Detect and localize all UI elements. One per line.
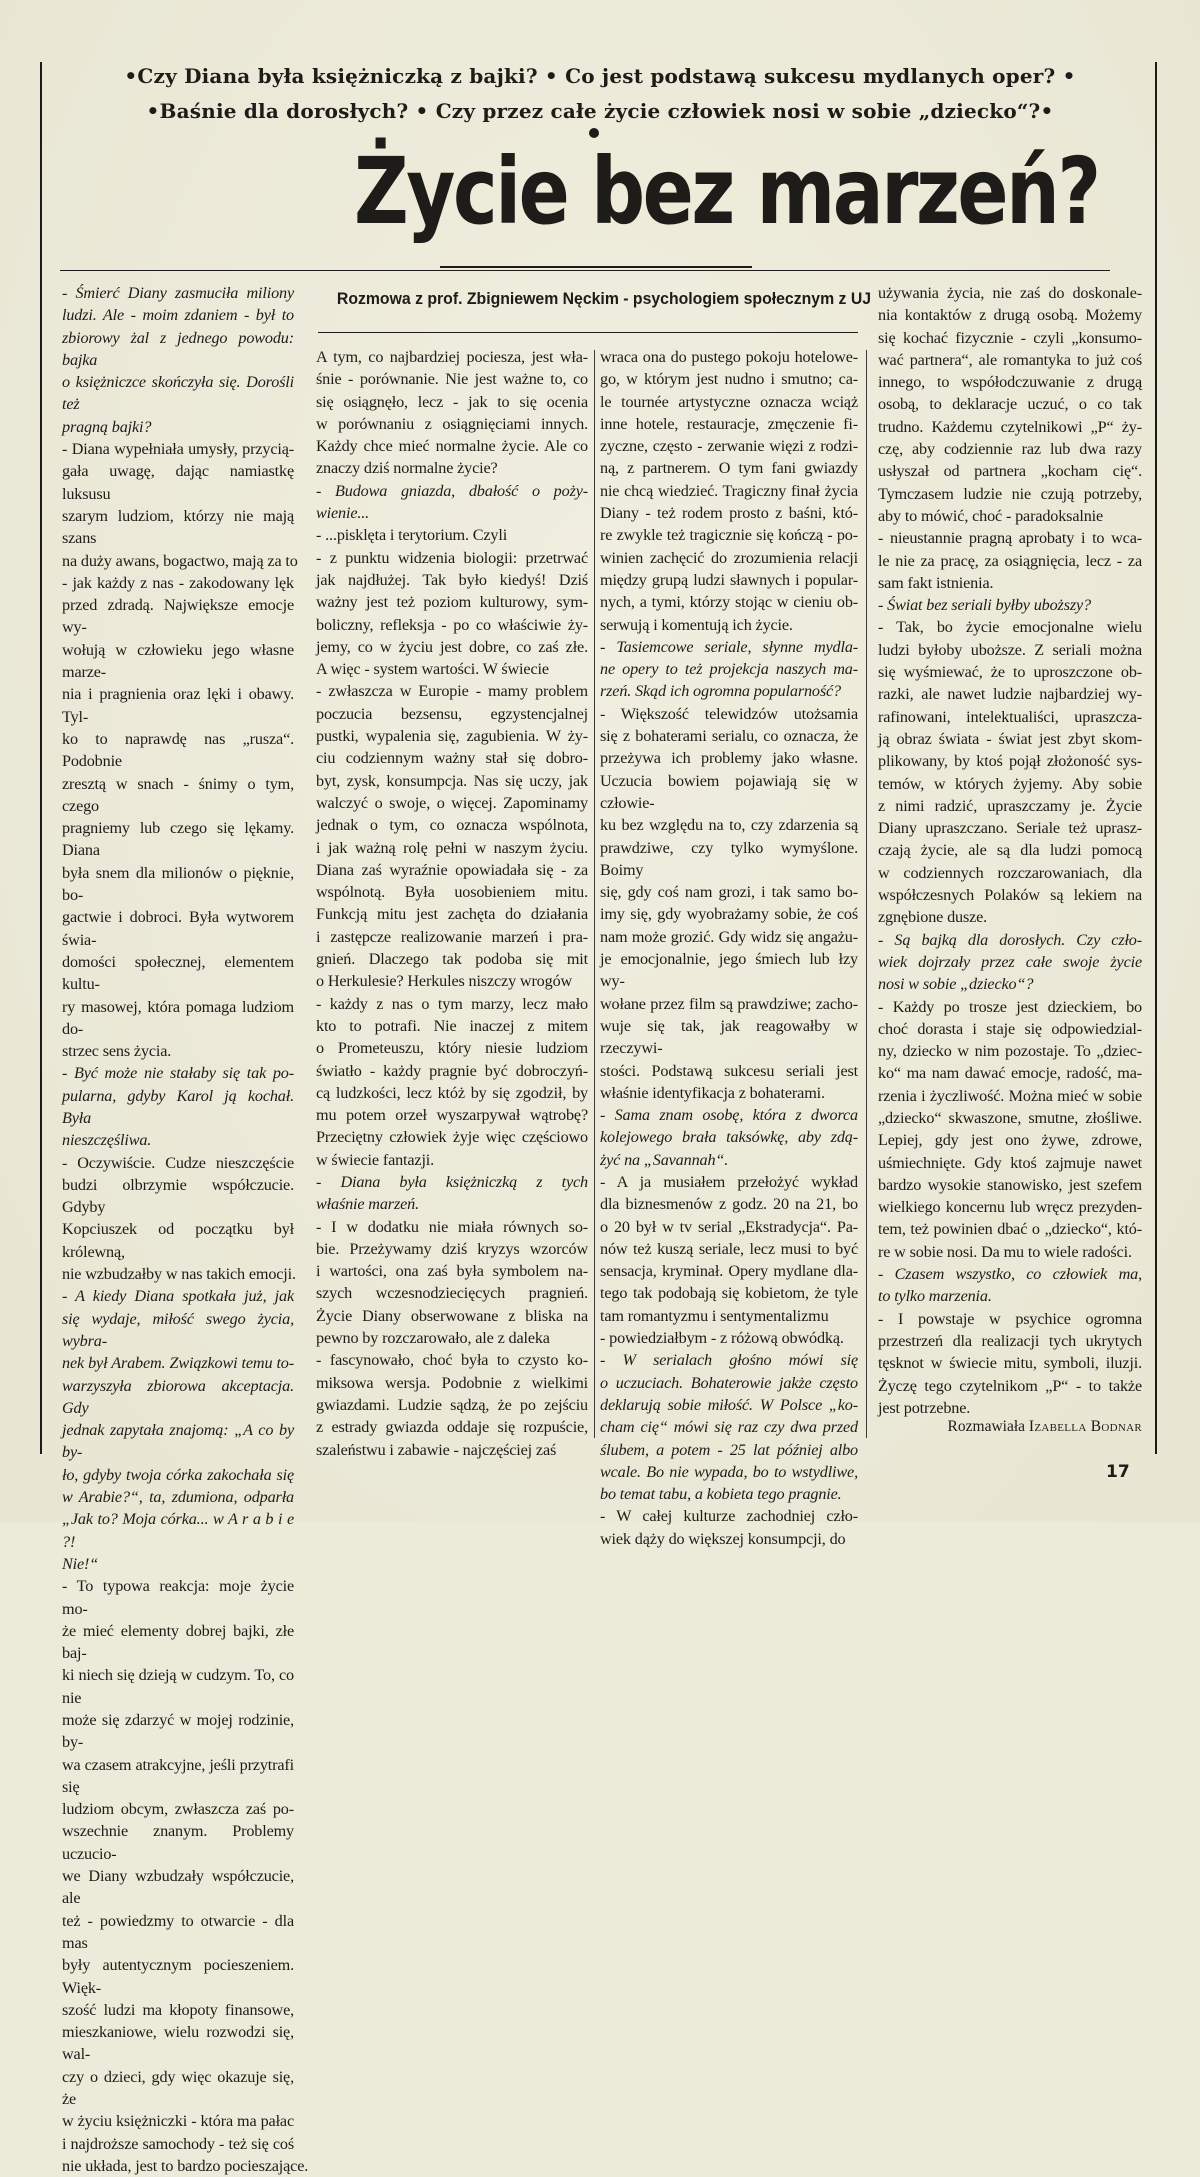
- text-line: szość ludzi ma kłopoty finansowe,: [62, 2000, 294, 2019]
- text-line: przed zdradą. Największe emocje wy-: [62, 596, 294, 637]
- text-line: w porównaniu z osiągnięciami innych.: [316, 414, 588, 433]
- text-line: kto to potrafi. Nie inaczej z mitem: [316, 1016, 588, 1035]
- text-line: nosi w sobie „dziecko“?: [878, 975, 1034, 994]
- text-line: le nie za pracę, za osiągnięcia, lecz - za: [878, 551, 1142, 570]
- text-line: o księżniczce skończyła się. Dorośli też: [62, 373, 294, 414]
- text-line: ludzi byłoby uboższe. Z seriali można: [878, 640, 1142, 659]
- text-line: używania życia, nie zaś do doskonale-: [878, 284, 1142, 302]
- text-line: we Diany wzbudzały współczucie, ale: [62, 1867, 294, 1908]
- text-line: wołują w człowieku jego własne marze-: [62, 640, 294, 682]
- text-line: nie chcą wiedzieć. Tragiczny finał życia: [600, 481, 858, 500]
- text-line: tam romantyzmu i sentymentalizmu: [600, 1306, 829, 1325]
- text-line: wienie...: [316, 504, 370, 523]
- text-line: ważny jest też poziom kulturowy, sym-: [316, 593, 588, 612]
- text-line: też - powiedzmy to otwarcie - dla mas: [62, 1911, 294, 1952]
- text-line: żyć na „Savannah“.: [600, 1150, 729, 1169]
- text-line: strzec sens życia.: [62, 1042, 172, 1061]
- text-line: - Większość telewidzów utożsamia: [600, 704, 858, 723]
- text-line: rafinowani, intelektualiści, upraszcza-: [878, 707, 1142, 726]
- text-line: temów, w których żyjemy. Aby sobie: [878, 774, 1142, 793]
- text-line: nych, a tymi, którzy stojąc w cieniu ob-: [600, 593, 858, 612]
- text-line: Życie Diany obserwowane z bliska na: [316, 1306, 588, 1325]
- text-line: wiek dąży do większej konsumpcji, do: [600, 1529, 846, 1548]
- text-line: rzenia i życzliwość. Można mieć w sobie: [878, 1086, 1142, 1105]
- text-line: czają życie, ale są dla ludzi pomocą: [878, 841, 1142, 860]
- text-line: gnień. Dlaczego tak podoba się mit: [316, 950, 588, 969]
- text-line: na duży awans, bogactwo, mają za to: [62, 551, 298, 570]
- text-line: winien zachęcić do zrozumienia relacji: [600, 548, 858, 567]
- text-line: w codziennych rozczarowaniach, dla: [878, 863, 1142, 882]
- text-line: w Arabie?“, ta, zdumiona, odparła: [62, 1488, 294, 1507]
- article-column-2: [316, 346, 588, 1461]
- text-line: ku bez względu na to, czy zdarzenia są: [600, 816, 858, 835]
- text-line: i jak ważną rolę pełni w naszym życiu.: [316, 838, 588, 857]
- text-line: wraca ona do pustego pokoju hotelowe-: [600, 348, 858, 366]
- text-line: wcale. Bo nie wypada, bo to wstydliwe,: [600, 1462, 858, 1481]
- text-line: czy o dzieci, gdy więc okazuje się, że: [62, 2067, 294, 2109]
- text-line: Funkcją mitu jest zachęta do działania: [316, 905, 588, 924]
- text-line: wuje się tak, jak reagowałby w rzeczywi-: [600, 1016, 858, 1058]
- article-column-1: [62, 282, 309, 2177]
- text-line: się wyśmiewać, że to uproszczone ob-: [878, 663, 1142, 682]
- text-line: - ...pisklęta i terytorium. Czyli: [316, 526, 508, 545]
- text-line: budzi olbrzymie współczucie. Gdyby: [62, 1175, 294, 1217]
- text-line: jednak zapytała znajomą: „A co by by-: [62, 1421, 294, 1462]
- text-line: Przeciętny człowiek żyje więc częściowo: [316, 1128, 588, 1147]
- text-line: - każdy z nas o tym marzy, lecz mało: [316, 994, 588, 1013]
- byline-prefix: Rozmawiała: [947, 1418, 1026, 1435]
- text-line: poczucia bezsensu, egzystencjalnej: [316, 704, 588, 723]
- text-line: z nimi radzić, upraszczamy je. Życie: [878, 796, 1142, 815]
- text-line: szych wczesnodziecięcych pragnień.: [316, 1284, 588, 1303]
- text-line: A tym, co najbardziej pociesza, jest wła-: [316, 348, 588, 366]
- text-line: jak najdłużej. Tak było kiedyś! Dziś: [316, 570, 588, 589]
- text-line: się osiągnęło, lecz - jak to się ocenia: [316, 392, 588, 411]
- text-line: ko“ ma nam dawać emocje, radość, ma-: [878, 1064, 1142, 1083]
- text-line: - W serialach głośno mówi się: [600, 1351, 858, 1370]
- text-line: imy się, gdy wyobrażamy sobie, że coś: [600, 905, 858, 924]
- text-line: gactwie i dobroci. Była wytworem świa-: [62, 908, 294, 949]
- text-line: o Herkulesie? Herkules niszczy wrogów: [316, 972, 573, 991]
- text-line: bardzo wysokie stanowisko, jest szefem: [878, 1175, 1142, 1194]
- text-line: cham cię“ mówi się raz czy dwa przed: [600, 1418, 858, 1437]
- text-line: - Być może nie stałaby się tak po-: [62, 1064, 294, 1083]
- text-line: wielkiego koncernu lub wręcz prezyden-: [878, 1198, 1142, 1217]
- text-line: trudno. Każdemu czytelnikowi „P“ ży-: [878, 417, 1142, 436]
- text-line: A więc - system wartości. W świecie: [316, 660, 549, 679]
- text-line: wa czasem atrakcyjne, jeśli przytrafi się: [62, 1755, 294, 1796]
- text-line: - zwłaszcza w Europie - mamy problem: [316, 682, 588, 701]
- text-line: wołane przez film są prawdziwe; zacho-: [600, 994, 858, 1013]
- text-line: zyczne, często - zerwanie więzi z rodzi-: [600, 437, 858, 456]
- text-line: - Diana wypełniała umysły, przycią-: [62, 440, 294, 459]
- text-line: ry masowej, która pomaga ludziom do-: [62, 997, 294, 1038]
- text-line: szarym ludziom, którzy nie mają szans: [62, 506, 294, 548]
- text-line: ny, dziecko w nim pozostaje. To „dziec-: [878, 1042, 1142, 1061]
- text-line: gwiazdami. Ludzie sądzą, że po zejściu: [316, 1395, 588, 1414]
- text-line: - Są bajką dla dorosłych. Czy czło-: [878, 930, 1142, 949]
- text-line: ko to naprawdę nas „rusza“. Podobnie: [62, 729, 294, 771]
- text-line: bie. Przeżywamy dziś kryzys wzorców: [316, 1239, 588, 1258]
- text-line: „Jak to? Moja córka... w A r a b i e ?!: [62, 1510, 294, 1551]
- text-line: pustki, wypalenia się, zagubienia. W ży-: [316, 727, 588, 746]
- text-line: nia kontaktów z drugą osobą. Możemy: [878, 306, 1142, 325]
- text-line: - I powstaje w psychice ogromna: [878, 1309, 1142, 1328]
- text-line: Tymczasem ludzie nie czują potrzeby,: [878, 484, 1142, 503]
- text-line: Uczucia bowiem pojawiają się w człowie-: [600, 771, 858, 812]
- text-line: sensacja, kryminał. Opery mydlane dla-: [600, 1262, 858, 1281]
- text-line: pularna, gdyby Karol ją kochał. Była: [62, 1086, 294, 1127]
- text-line: nie układa, jest to bardzo pocieszające.: [62, 2156, 309, 2175]
- text-line: światło - każdy pragnie być dobroczyń-: [316, 1061, 588, 1080]
- text-line: była snem dla milionów o pięknie, bo-: [62, 863, 294, 905]
- text-line: miksowa wersja. Podobnie z wielkimi: [316, 1373, 588, 1392]
- text-line: o Prometeuszu, który niesie ludziom: [316, 1039, 588, 1058]
- text-line: tego tak podobają się kobietom, że tyle: [600, 1284, 858, 1303]
- interview-subtitle: Rozmowa z prof. Zbigniewem Nęckim - psychologiem społecznym z UJ: [336, 289, 872, 308]
- text-line: pragną bajki?: [62, 417, 152, 436]
- text-line: się, gdy coś nam grozi, i tak samo bo-: [600, 883, 858, 902]
- text-line: zbiorowy żal z jednego powodu: bajka: [62, 328, 294, 369]
- text-line: może się zdarzyć w mojej rodzinie, by-: [62, 1711, 294, 1752]
- text-line: właśnie marzeń.: [316, 1195, 419, 1214]
- text-line: pragniemy lub czego się lękamy. Diana: [62, 819, 294, 860]
- text-line: wspólnotą. Była uosobieniem mitu.: [316, 883, 588, 902]
- deck-line-1: •Czy Diana była księżniczką z bajki? • Co jest podstawą sukcesu mydlanych oper? •: [124, 64, 1076, 88]
- text-line: wiek dojrzały przez całe swoje życie: [878, 952, 1142, 971]
- text-line: - A ja musiałem przełożyć wykład: [600, 1172, 858, 1191]
- text-line: ludziom obcym, zwłaszcza zaś po-: [62, 1800, 294, 1819]
- text-line: przeżywa ich problemy jako własne.: [600, 749, 858, 768]
- text-line: kolejowego brała taksówkę, aby zdą-: [600, 1128, 858, 1147]
- text-line: współczesnych Polaków są lekiem na: [878, 886, 1142, 905]
- text-line: osobą, to deklaracje uczuć, o co tak: [878, 395, 1142, 414]
- text-line: go, w którym jest nudno i smutno; ca-: [600, 370, 858, 389]
- text-line: ki niech się dzieją w cudzym. To, co nie: [62, 1666, 294, 1707]
- text-line: ślubem, a potem - 25 lat później albo: [600, 1440, 858, 1459]
- text-line: prawdziwe, czy tylko wymyślone. Boimy: [600, 838, 858, 879]
- text-line: domości społecznej, elementem kultu-: [62, 952, 294, 994]
- text-line: nów też kuszą seriale, lecz musi to być: [600, 1239, 858, 1258]
- headline-rule-thick: [440, 266, 752, 268]
- text-line: Diany upraszczano. Seriale też uprasz-: [878, 819, 1142, 838]
- text-line: mu potem orzeł wyszarpywał wątrobę?: [316, 1106, 588, 1125]
- text-line: serwują i komentują ich życie.: [600, 615, 793, 634]
- text-line: - To typowa reakcja: moje życie mo-: [62, 1577, 294, 1618]
- text-line: Życzę tego czytelnikom „P“ - to także: [878, 1376, 1142, 1395]
- text-line: zgnębione dusze.: [878, 908, 988, 927]
- text-line: innego, to współodczuwanie z drugą: [878, 373, 1142, 392]
- article-column-3: [600, 346, 858, 1550]
- text-line: razki, ale nawet ludzie najbardziej wy-: [878, 685, 1142, 704]
- text-line: - z punktu widzenia biologii: przetrwać: [316, 548, 588, 567]
- text-line: inne hotele, restauracje, zmęczenie fi-: [600, 414, 858, 433]
- text-line: - fascynowało, choć była to czysto ko-: [316, 1351, 588, 1370]
- text-line: Lepiej, gdy jest ono żywe, zdrowe,: [878, 1131, 1142, 1150]
- text-line: aby to mówić, choć - paradoksalnie: [878, 506, 1104, 525]
- text-line: ło, gdyby twoja córka zakochała się: [62, 1465, 294, 1484]
- text-line: - jak każdy z nas - zakodowany lęk: [62, 573, 294, 592]
- text-line: się kochać fizycznie - czyli „konsumo-: [878, 328, 1142, 347]
- text-line: ciu codziennym ważny stał się dobro-: [316, 749, 588, 768]
- text-line: bo temat tabu, a kobieta tego pragnie.: [600, 1485, 842, 1504]
- text-line: były autentycznym pocieszeniem. Więk-: [62, 1956, 294, 1997]
- section-rule: [60, 270, 1110, 271]
- text-line: wszechnie znanym. Problemy uczucio-: [62, 1822, 294, 1863]
- text-line: o 20 był w tv serial „Ekstradycja“. Pa-: [600, 1217, 858, 1236]
- text-line: - Świat bez seriali byłby uboższy?: [878, 596, 1091, 615]
- text-line: się z bohaterami serialu, co oznacza, że: [600, 727, 858, 746]
- text-line: plikowany, by ktoś pojął złożoność sys-: [878, 752, 1142, 771]
- text-line: - Oczywiście. Cudze nieszczęście: [62, 1153, 294, 1172]
- text-line: walczyć o swoje, o więcej. Zapominamy: [316, 793, 588, 812]
- text-line: re zwykle też tragicznie się kończą - po-: [600, 526, 858, 545]
- text-line: nieszczęśliwa.: [62, 1131, 152, 1150]
- text-line: rzeń. Skąd ich ogromna popularność?: [600, 682, 841, 701]
- text-line: - Tak, bo życie emocjonalne wielu: [878, 618, 1142, 637]
- text-line: nek był Arabem. Związkowi temu to-: [62, 1354, 294, 1373]
- text-line: - Sama znam osobę, która z dworca: [600, 1106, 858, 1125]
- text-line: choć dorasta i staje się odpowiedzial-: [878, 1019, 1142, 1038]
- text-line: o uczuciach. Bohaterowie jakże często: [600, 1373, 858, 1392]
- text-line: w świecie fantazji.: [316, 1150, 435, 1169]
- text-line: tęsknot w świecie mitu, symboli, iluzji.: [878, 1354, 1142, 1373]
- column-divider-2: [866, 350, 867, 1438]
- text-line: czę, aby codziennie raz lub dwa razy: [878, 440, 1142, 459]
- text-line: - Śmierć Diany zasmuciła miliony: [62, 284, 294, 302]
- text-line: dla biznesmenów z godz. 20 na 21, bo: [600, 1195, 858, 1214]
- text-line: Nie!“: [62, 1554, 99, 1573]
- text-line: - Każdy po trosze jest dzieckiem, bo: [878, 997, 1142, 1016]
- text-line: w życiu księżniczki - która ma pałac: [62, 2112, 294, 2131]
- text-line: i wartości, ona zaś była symbolem na-: [316, 1262, 588, 1281]
- subtitle-rule: [318, 332, 858, 333]
- text-line: pewno by rozczarowało, ale z daleka: [316, 1329, 550, 1348]
- byline: [880, 1418, 1142, 1436]
- text-line: jemy, co w życiu jest dobre, co zaś złe.: [316, 637, 588, 656]
- byline-author: Izabella Bodnar: [1028, 1418, 1142, 1435]
- text-line: deklarują sobie miłość. W Polsce „ko-: [600, 1395, 858, 1414]
- text-line: między grupą ludzi sławnych i popular-: [600, 570, 858, 589]
- text-line: usłyszał od partnera „kocham cię“.: [878, 462, 1142, 481]
- text-line: jednak o tym, co oznacza wspólnota,: [316, 816, 588, 835]
- text-line: się wydaje, miłość swego życia, wybra-: [62, 1309, 294, 1350]
- text-line: znaczy dziś normalne życie?: [316, 459, 498, 478]
- text-line: - I w dodatku nie miała równych so-: [316, 1217, 588, 1236]
- deck-line-2: •Baśnie dla dorosłych? • Czy przez całe życie człowiek nosi w sobie „dziecko“?•: [146, 99, 1054, 123]
- text-line: byt, zysk, konsumpcja. Nas się uczy, jak: [316, 771, 588, 790]
- text-line: mieszkaniowe, wielu rozwodzi się, wal-: [62, 2023, 294, 2064]
- text-line: że mieć elementy dobrej bajki, złe baj-: [62, 1621, 294, 1663]
- text-line: re w sobie nosi. Da mu to wiele radości.: [878, 1242, 1132, 1261]
- text-line: nie wzbudzałby w nas takich emocji.: [62, 1265, 296, 1284]
- text-line: Każdy chce mieć normalne życie. Ale co: [316, 437, 588, 456]
- text-line: - Budowa gniazda, dbałość o poży-: [316, 481, 588, 500]
- text-line: - powiedziałbym - z różową obwódką.: [600, 1329, 844, 1348]
- text-line: stości. Podstawą sukcesu seriali jest: [600, 1061, 858, 1080]
- text-line: ną, z partnerem. O tym fani gwiazdy: [600, 459, 858, 478]
- frame-right-rule: [1155, 62, 1157, 1454]
- text-line: Diana zaś wyraźnie opowiadała się - za: [316, 860, 588, 879]
- text-line: jest potrzebne.: [878, 1398, 971, 1417]
- text-line: uśmiechnięte. Gdy ktoś zajmuje nawet: [878, 1153, 1142, 1172]
- column-divider-1: [594, 350, 595, 1438]
- text-line: szaleństwu i zabawie - najczęściej zaś: [316, 1440, 557, 1459]
- text-line: i najdroższe samochody - też się coś: [62, 2134, 294, 2153]
- text-line: warzyszyła zbiorowa akceptacja. Gdy: [62, 1376, 294, 1417]
- article-column-4: [878, 282, 1142, 1419]
- text-line: - Czasem wszystko, co człowiek ma,: [878, 1265, 1142, 1284]
- text-line: je emocjonalnie, jego śmiech lub łzy wy-: [600, 950, 858, 991]
- text-line: nam może grozić. Gdy widz się angażu-: [600, 927, 858, 946]
- text-line: „dziecko“ skwaszone, smutne, złośliwe.: [878, 1108, 1142, 1127]
- text-line: - A kiedy Diana spotkała już, jak: [62, 1287, 294, 1306]
- text-line: Kopciuszek od początku był królewną,: [62, 1220, 294, 1261]
- text-line: właśnie identyfikacja z bohaterami.: [600, 1083, 825, 1102]
- text-line: z estrady gwiazda oddaje się rozpuście,: [316, 1418, 588, 1437]
- text-line: le tournée artystyczne oznacza wciąż: [600, 392, 858, 411]
- text-line: to tylko marzenia.: [878, 1287, 992, 1306]
- page-number: 17: [1106, 1462, 1130, 1482]
- headline: Życie bez marzeń?: [354, 138, 1099, 245]
- text-line: sam fakt istnienia.: [878, 573, 994, 592]
- text-line: Diany - też rodem prosto z baśni, któ-: [600, 504, 858, 523]
- frame-left-rule: [40, 62, 42, 1454]
- text-line: śnie - porównanie. Nie jest ważne to, co: [316, 370, 588, 389]
- text-line: cą ludzkości, lecz któż by się zgodził, by: [316, 1083, 588, 1102]
- text-line: tem, też powinien dbać o „dziecko“, któ-: [878, 1220, 1142, 1239]
- text-line: - Tasiemcowe seriale, słynne mydla-: [600, 637, 858, 656]
- text-line: nia i pragnienia oraz lęki i obawy. Tyl-: [62, 685, 294, 726]
- text-line: wać partnera“, ale romantyka to już coś: [878, 350, 1142, 369]
- text-line: - Diana była księżniczką z tych: [316, 1172, 588, 1191]
- text-line: ją obraz świata - świat jest zbyt skom-: [878, 729, 1142, 748]
- text-line: boliczny, refleksja - po co właściwie ży-: [316, 615, 588, 634]
- text-line: i zastępcze realizowanie marzeń i pra-: [316, 927, 588, 946]
- text-line: ludzi. Ale - moim zdaniem - był to: [62, 306, 294, 325]
- text-line: zresztą w snach - śnimy o tym, czego: [62, 774, 294, 815]
- text-line: - W całej kulturze zachodniej czło-: [600, 1507, 858, 1526]
- text-line: przestrzeń dla realizacji tych ukrytych: [878, 1331, 1142, 1350]
- text-line: gała uwagę, dając namiastkę luksusu: [62, 462, 294, 503]
- text-line: - nieustannie pragną aprobaty i to wca-: [878, 529, 1142, 548]
- text-line: ne opery to też projekcja naszych ma-: [600, 660, 858, 679]
